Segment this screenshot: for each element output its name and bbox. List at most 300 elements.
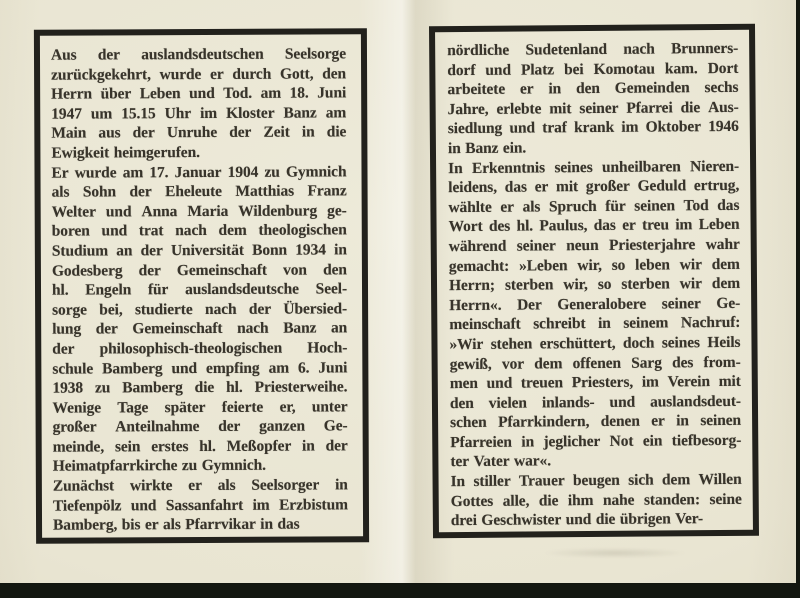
word: lung — [52, 320, 82, 338]
word: Sohn — [82, 183, 117, 201]
word: gewiß, — [449, 355, 492, 373]
paragraph — [51, 45, 347, 164]
word: er — [210, 65, 224, 83]
word: Wildenburg — [238, 202, 318, 220]
word: ge- — [327, 202, 347, 220]
word: ein — [642, 432, 663, 450]
word: Wenige — [52, 399, 102, 417]
text-line — [52, 378, 347, 399]
word: der — [97, 46, 120, 64]
text-line — [53, 418, 348, 439]
word: wahr — [705, 235, 740, 254]
word: Sassanfahrt — [165, 496, 244, 514]
word: nach — [204, 300, 237, 318]
page-right-frame — [429, 24, 759, 539]
text-line — [51, 104, 346, 125]
word: Zunächst — [52, 477, 115, 495]
word: der — [138, 261, 161, 279]
word: für — [605, 197, 626, 215]
word: das — [593, 217, 616, 235]
word: Gemeinschaft — [176, 261, 267, 279]
word: Main — [51, 124, 87, 143]
word: die — [194, 379, 215, 397]
word: Franz — [307, 182, 347, 200]
word: Maria — [187, 202, 229, 220]
word: er — [188, 477, 202, 495]
word: wurde — [74, 163, 117, 182]
word: Gemeinden — [614, 79, 690, 98]
word: Heils — [707, 333, 741, 352]
word: an — [330, 319, 348, 337]
word: in — [301, 123, 315, 141]
text-line — [52, 183, 347, 204]
word: er — [519, 80, 534, 98]
word: Seelsorger — [251, 476, 320, 494]
text-line — [448, 138, 739, 160]
word: und — [171, 359, 198, 377]
word: sorge — [52, 301, 87, 319]
word: das — [504, 178, 527, 196]
word: Kloster — [226, 104, 275, 122]
word: am — [122, 163, 144, 181]
word: empfing — [205, 359, 260, 377]
word: am — [260, 84, 282, 102]
word: nach — [237, 320, 269, 338]
word: die — [680, 98, 701, 117]
word: am — [268, 359, 290, 377]
word: der — [129, 183, 152, 201]
word: Nieren- — [690, 157, 740, 175]
word: seines — [554, 158, 593, 176]
text-line — [53, 476, 348, 497]
word: unheilbaren — [601, 157, 681, 176]
word: an — [116, 242, 133, 260]
word: der — [229, 124, 252, 142]
word: erstes — [151, 437, 189, 456]
word: Eheleute — [165, 183, 222, 201]
word: seine — [709, 490, 742, 508]
word: jeglicher — [543, 432, 601, 451]
word: durch — [232, 65, 272, 83]
word: Bamberg — [122, 379, 183, 397]
word: Anteilnahme — [115, 418, 200, 436]
word: später — [164, 398, 206, 416]
text-line — [51, 65, 346, 86]
word: im — [675, 216, 693, 234]
word: Gymnich. — [201, 457, 266, 475]
word: trat — [138, 222, 164, 240]
text-line — [53, 437, 348, 458]
text-line — [451, 471, 742, 493]
word: Nachruf: — [680, 314, 741, 332]
word: dem — [661, 471, 691, 489]
word: hl. — [51, 281, 69, 299]
word: bei, — [99, 301, 123, 319]
word: wir, — [563, 276, 588, 294]
word: seinen — [634, 197, 676, 215]
word: in — [676, 412, 689, 430]
word: als — [162, 516, 181, 534]
word: den — [449, 394, 474, 412]
word: der — [95, 320, 118, 338]
print-ghost-smudge — [520, 546, 710, 560]
word: dem — [711, 255, 740, 273]
word: 1938 — [52, 379, 84, 397]
word: theologischen — [258, 221, 347, 240]
word: der — [218, 418, 241, 436]
word: im — [200, 104, 218, 122]
text-line — [450, 432, 741, 454]
word: Bonn — [252, 241, 288, 259]
word: sterben — [504, 276, 554, 294]
text-line — [450, 393, 741, 415]
word: den — [575, 80, 600, 98]
text-line — [449, 334, 740, 356]
word: vor — [501, 355, 525, 373]
word: 1947 — [51, 105, 82, 123]
word: als — [51, 183, 70, 201]
word: Leben — [139, 85, 181, 103]
word: und — [486, 374, 513, 392]
word: sein — [114, 438, 141, 456]
text-line — [449, 275, 740, 297]
word: siedlung — [447, 120, 503, 138]
word: seiner — [661, 294, 701, 313]
paragraph — [448, 157, 741, 473]
page-right-text — [435, 30, 753, 532]
word: Hoch- — [307, 339, 348, 357]
word: seines — [661, 334, 701, 352]
word: krank — [573, 119, 615, 137]
text-line — [53, 496, 348, 517]
word: in — [335, 476, 348, 494]
word: der — [132, 124, 155, 142]
word: Erkenntnis — [471, 158, 546, 177]
word: wurde — [159, 65, 202, 83]
word: Studium — [51, 242, 109, 260]
word: denen — [600, 412, 640, 431]
word: Ver- — [675, 510, 704, 528]
text-line — [53, 457, 348, 478]
word: während — [448, 237, 507, 256]
word: 17. — [149, 163, 169, 181]
word: als — [522, 198, 541, 216]
word: Herrn«. — [449, 296, 502, 314]
word: 1934 — [295, 241, 326, 259]
word: sechs — [704, 79, 739, 97]
text-line — [447, 79, 738, 101]
word: Matthias — [235, 182, 295, 201]
word: 6. — [297, 359, 310, 377]
word: 1946 — [708, 118, 739, 136]
text-line — [52, 320, 347, 341]
word: den — [323, 260, 347, 279]
word: Godesberg — [51, 261, 123, 280]
text-line — [51, 163, 346, 184]
text-line — [51, 124, 346, 145]
word: zu — [264, 163, 280, 181]
text-line — [449, 314, 740, 336]
word: Banz — [283, 104, 317, 122]
word: tiefbesorg- — [671, 431, 742, 450]
word: Pfarrvikar — [185, 516, 256, 534]
word: Der — [516, 296, 542, 314]
word: großer — [52, 418, 97, 436]
word: Platz — [520, 60, 555, 79]
word: studierte — [134, 300, 193, 319]
word: Tiefenpölz — [52, 497, 122, 515]
word: Wort — [448, 218, 483, 236]
text-line — [52, 202, 347, 223]
page-left-frame — [34, 28, 369, 543]
word: Pfarreien — [450, 433, 512, 452]
word: wir — [679, 275, 702, 293]
word: seinem — [623, 314, 669, 333]
word: Geduld — [637, 177, 687, 195]
word: wir, — [577, 256, 602, 274]
text-line — [448, 118, 739, 140]
word: traf — [542, 119, 567, 137]
word: mit — [555, 178, 579, 196]
word: die — [538, 491, 559, 510]
word: In — [450, 473, 466, 491]
text-line — [450, 353, 741, 375]
word: neun — [566, 236, 599, 255]
word: den — [322, 64, 347, 83]
word: leben — [635, 255, 670, 274]
word: sich — [628, 471, 654, 489]
word: Gemeinschaft — [132, 320, 223, 338]
word: er, — [279, 398, 296, 416]
word: auslandsdeut- — [649, 392, 742, 411]
word: hl. — [199, 437, 216, 455]
word: des — [671, 353, 694, 371]
word: schule — [52, 359, 94, 378]
word: Vater — [473, 453, 510, 471]
word: er — [144, 516, 159, 534]
text-line — [52, 261, 347, 282]
word: im — [641, 373, 659, 391]
word: die — [326, 123, 347, 141]
word: leidens, — [448, 178, 498, 197]
word: zu — [181, 457, 198, 475]
word: Heimatpfarrkirche — [52, 457, 178, 476]
word: philosophisch-theologischen — [99, 339, 283, 358]
word: in — [548, 80, 562, 98]
word: Pfarrei — [626, 99, 673, 117]
word: Pfarrkindern, — [497, 413, 590, 432]
word: zurückgekehrt, — [51, 65, 151, 84]
word: Gott, — [279, 65, 314, 83]
text-line — [450, 373, 741, 395]
word: Juni — [317, 84, 347, 102]
text-line — [52, 398, 347, 419]
word: Zeit — [263, 123, 290, 142]
text-line — [450, 412, 741, 434]
word: »Wir — [449, 335, 484, 354]
word: erlebte — [496, 100, 542, 118]
text-line — [52, 280, 347, 301]
word: Bamberg, — [53, 516, 118, 534]
word: stehen — [490, 335, 533, 353]
word: der — [248, 300, 272, 318]
word: der — [325, 437, 348, 455]
text-line — [52, 222, 347, 243]
word: dem — [534, 354, 563, 372]
text-line — [447, 40, 738, 62]
word: und — [509, 119, 536, 138]
word: das — [717, 196, 740, 214]
word: Priesterjahre — [608, 236, 696, 254]
word: in — [260, 515, 274, 533]
word: Willen — [698, 470, 742, 489]
word: die — [595, 511, 616, 529]
word: Welter — [51, 203, 96, 221]
word: und — [565, 511, 592, 529]
word: Tod — [683, 196, 709, 215]
text-line — [447, 59, 738, 81]
word: in — [334, 241, 347, 259]
word: Not — [609, 432, 634, 450]
word: Aus — [50, 46, 77, 64]
word: wählte — [448, 198, 492, 216]
paragraph — [447, 40, 739, 160]
word: feierte — [221, 398, 264, 416]
word: Seelsorge — [284, 45, 346, 63]
word: Ewigkeit — [51, 144, 110, 162]
word: drei — [450, 512, 477, 530]
word: Banz — [283, 319, 317, 337]
word: in — [521, 433, 535, 451]
word: und — [189, 85, 215, 103]
word: Meßopfer — [226, 437, 292, 455]
word: gemacht: — [448, 257, 510, 275]
word: dem — [711, 274, 741, 293]
word: boren — [51, 222, 90, 240]
word: und — [101, 222, 128, 240]
word: des — [488, 218, 511, 236]
text-line — [448, 99, 739, 121]
text-line — [52, 300, 347, 321]
text-line — [449, 236, 740, 258]
page-left-text — [40, 34, 363, 537]
word: Uhr — [164, 104, 192, 122]
text-line — [53, 516, 348, 537]
word: Jahre, — [447, 100, 489, 118]
word: meinschaft — [449, 315, 521, 334]
word: nahe — [602, 491, 635, 509]
word: Engeln — [85, 281, 132, 299]
word: Übersied- — [283, 300, 348, 318]
word: 18. — [289, 84, 309, 102]
word: alle, — [502, 492, 530, 510]
word: um — [90, 105, 113, 123]
word: über — [100, 85, 132, 103]
text-line — [448, 157, 739, 179]
word: für — [147, 281, 169, 299]
word: der — [140, 242, 163, 260]
word: Herrn; — [448, 276, 495, 295]
word: seinen — [700, 412, 742, 430]
text-line — [449, 216, 740, 238]
word: zu — [94, 379, 111, 397]
word: hl. — [226, 378, 243, 396]
word: Herrn — [51, 85, 93, 103]
word: men — [449, 375, 478, 393]
word: Sarg — [631, 353, 662, 372]
text-line — [52, 359, 347, 380]
word: hl. — [516, 217, 534, 235]
text-line — [450, 451, 741, 473]
word: Geschwister — [481, 511, 562, 530]
word: dorf — [447, 61, 476, 79]
word: Juni — [318, 358, 348, 376]
word: Bamberg — [102, 359, 163, 377]
word: standen: — [643, 490, 701, 509]
word: Priesters, — [571, 373, 634, 392]
word: Paulus, — [539, 217, 588, 235]
word: heimgerufen. — [113, 143, 200, 162]
word: inlands- — [541, 393, 595, 412]
word: und — [609, 393, 636, 411]
word: 1904 — [227, 163, 259, 181]
word: großer — [585, 177, 630, 196]
word: Banz — [465, 139, 499, 157]
word: meinde, — [52, 438, 105, 456]
word: ter — [450, 453, 470, 471]
text-line — [51, 85, 346, 106]
word: er — [651, 412, 665, 430]
word: und — [485, 61, 511, 79]
word: Seel- — [315, 280, 348, 298]
word: ertrug, — [693, 177, 740, 195]
word: und — [130, 496, 157, 514]
word: bis — [121, 516, 141, 534]
word: er — [622, 217, 636, 235]
word: Erzbistum — [279, 496, 348, 514]
word: seiner — [516, 237, 556, 255]
word: nach — [175, 222, 207, 240]
word: 15.15 — [121, 104, 156, 123]
word: in — [301, 437, 315, 455]
text-line — [449, 295, 740, 317]
word: offenen — [572, 354, 622, 372]
word: Ge- — [716, 294, 741, 312]
text-line — [52, 241, 347, 262]
paragraph — [53, 476, 348, 536]
text-line — [51, 45, 346, 66]
word: in — [447, 140, 461, 158]
word: auslandsdeutsche — [185, 280, 299, 299]
word: wirkte — [129, 477, 173, 495]
word: In — [448, 159, 463, 177]
word: Leben — [698, 216, 740, 234]
text-line — [451, 491, 742, 513]
word: arbeitete — [447, 80, 506, 99]
word: Sudetenland — [525, 40, 608, 59]
word: im — [252, 496, 270, 514]
word: Komotau — [593, 60, 655, 78]
word: treu — [642, 216, 670, 234]
word: auslandsdeutschen — [141, 45, 264, 64]
word: Er — [51, 164, 69, 182]
word: er — [534, 178, 549, 196]
text-line — [449, 255, 740, 277]
word: treuen — [520, 374, 564, 392]
word: wir — [679, 255, 702, 273]
word: er — [500, 198, 514, 216]
word: nördliche — [447, 41, 510, 60]
